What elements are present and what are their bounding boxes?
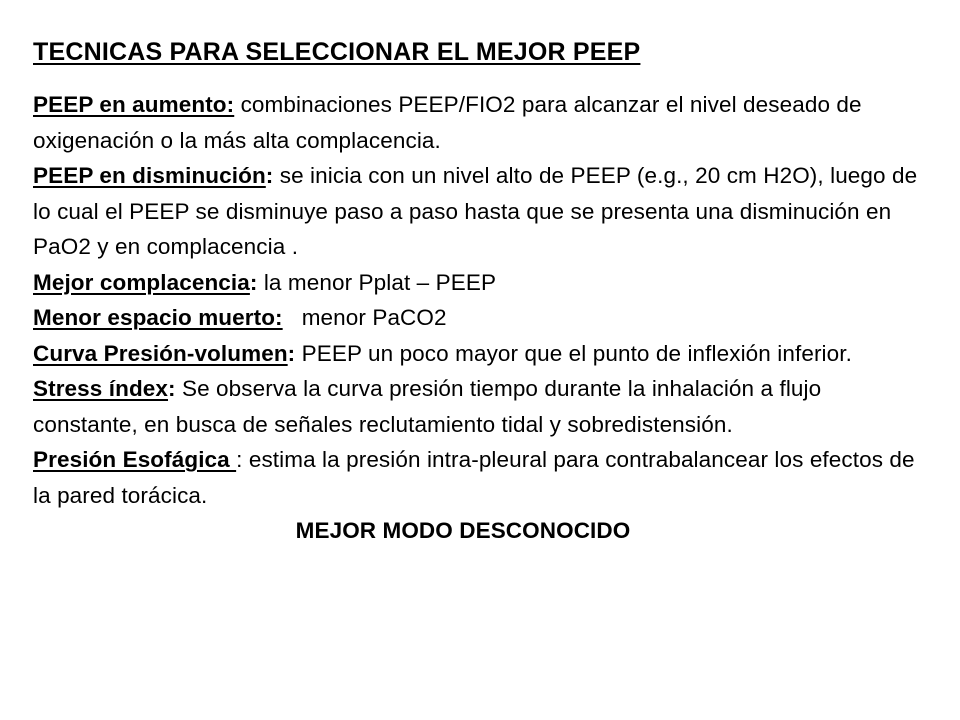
item-mejor-complacencia xyxy=(33,265,923,301)
desc-curva-presion-volumen: PEEP un poco mayor que el punto de inflexión inferior. xyxy=(295,340,852,366)
term-peep-en-aumento: PEEP en aumento: xyxy=(33,92,235,117)
desc-menor-espacio-muerto: menor PaCO2 xyxy=(282,305,447,330)
term-presion-esofagica: Presión Esofágica xyxy=(33,447,237,472)
term-menor-espacio-muerto: Menor espacio muerto: xyxy=(33,305,283,330)
item-menor-espacio-muerto xyxy=(33,300,923,336)
slide-body xyxy=(33,87,923,549)
item-curva-presion-volumen xyxy=(33,336,923,372)
desc-presion-esofagica: : estima la presión intra-pleural para contrabalancear los efectos de la pared torácica. xyxy=(33,447,915,508)
term-mejor-complacencia: Mejor complacencia xyxy=(33,269,250,295)
desc-peep-en-aumento: combinaciones PEEP/FIO2 para alcanzar el nivel deseado de oxigenación o la más alta complacencia. xyxy=(33,92,862,153)
term-curva-presion-volumen: Curva Presión-volumen xyxy=(33,340,288,366)
desc-peep-en-disminucion: se inicia con un nivel alto de PEEP (e.g., 20 cm H2O), luego de lo cual el PEEP se disminuye paso a paso hasta que se presenta una disminución en PaO2 y en complacencia . xyxy=(33,163,918,259)
item-peep-en-disminucion xyxy=(33,158,923,265)
term-colon: : xyxy=(287,340,296,366)
desc-mejor-complacencia: la menor Pplat – PEEP xyxy=(257,269,497,295)
item-presion-esofagica xyxy=(33,442,923,513)
term-stress-index: Stress índex xyxy=(33,376,169,401)
term-colon: : xyxy=(168,376,176,401)
footer-conclusion: MEJOR MODO DESCONOCIDO xyxy=(295,518,631,543)
item-stress-index xyxy=(33,371,923,442)
item-peep-en-aumento xyxy=(33,87,923,158)
term-colon: : xyxy=(249,269,258,295)
desc-stress-index: Se observa la curva presión tiempo durante la inhalación a flujo constante, en busca de señales reclutamiento tidal y sobredistensión. xyxy=(33,376,822,437)
slide-title: TECNICAS PARA SELECCIONAR EL MEJOR PEEP xyxy=(33,38,641,66)
term-peep-en-disminucion: PEEP en disminución xyxy=(33,163,266,188)
term-colon: : xyxy=(265,163,274,188)
